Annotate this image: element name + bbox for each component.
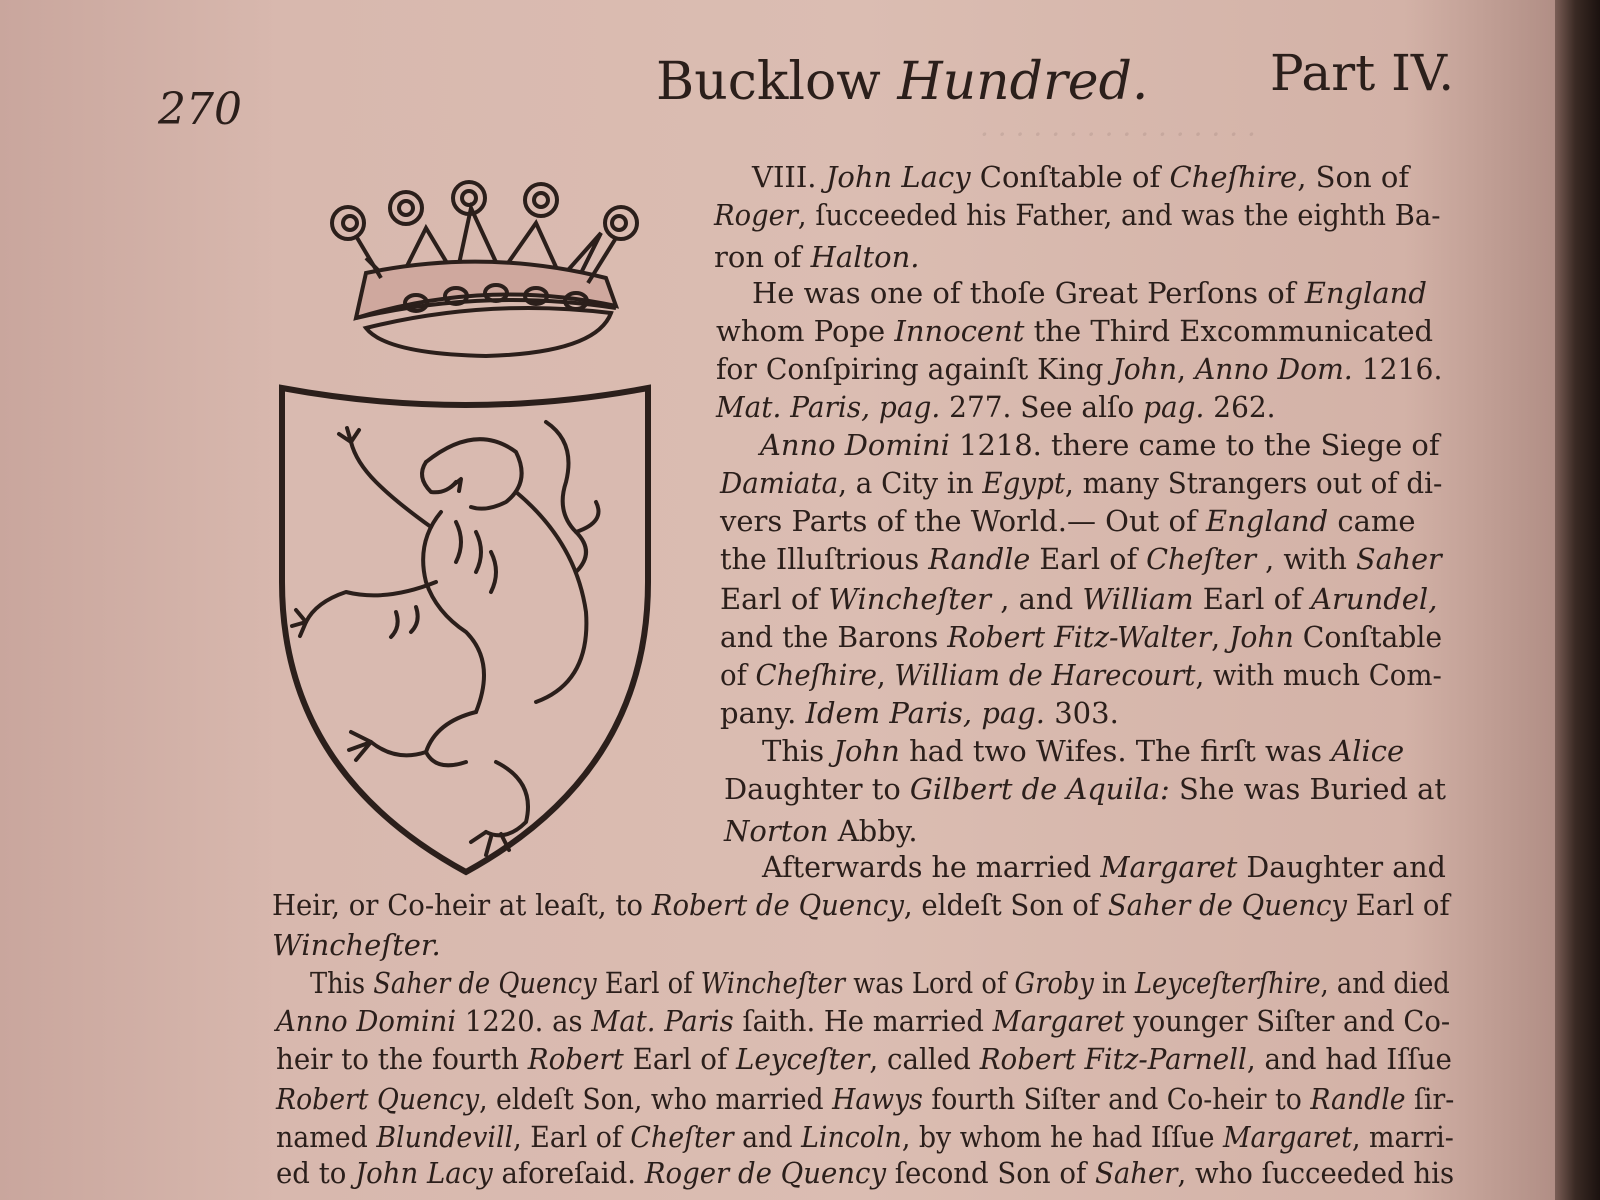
italic-run: Egypt <box>982 466 1065 500</box>
roman-run: for Conſpiring againſt King <box>716 352 1113 386</box>
italic-run: Roger <box>714 198 798 232</box>
running-head <box>656 52 1148 112</box>
text-line <box>724 814 924 848</box>
italic-run: Wincheſter <box>700 966 846 1000</box>
roman-run: fourth Siſter and Co-heir to <box>922 1082 1311 1116</box>
text-line <box>272 888 1450 922</box>
roman-run: ron of <box>714 240 811 274</box>
text-line <box>720 658 1442 692</box>
italic-run: John <box>833 734 900 768</box>
roman-run: Afterwards he married <box>762 850 1101 884</box>
text-line <box>310 966 1450 1000</box>
roman-run: aforeſaid. <box>492 1156 645 1190</box>
text-line <box>760 428 1438 462</box>
roman-run: , <box>1176 352 1195 386</box>
roman-run: Abby. <box>828 814 918 848</box>
italic-run: Wincheſter. <box>272 928 441 962</box>
roman-run: 262. <box>1204 390 1276 424</box>
roman-run: 1220. as <box>456 1004 592 1038</box>
roman-run: 303. <box>1045 696 1119 730</box>
italic-run: Leyceſter <box>736 1042 870 1076</box>
text-line <box>276 1082 1455 1116</box>
roman-run: in <box>1093 966 1135 1000</box>
roman-run: Earl of <box>623 1042 737 1076</box>
roman-run: ed to <box>276 1156 356 1190</box>
italic-run: Randle <box>928 542 1031 576</box>
running-head-italic: Hundred. <box>897 52 1149 112</box>
italic-run: Idem Paris, pag. <box>805 696 1045 730</box>
roman-run: heir to the fourth <box>276 1042 528 1076</box>
roman-run: , eldeſt Son of <box>903 888 1108 922</box>
roman-run: He was one of thoſe Great Perſons of <box>752 276 1305 310</box>
text-line <box>720 504 1442 538</box>
italic-run: Gilbert de Aquila: <box>909 772 1170 806</box>
italic-run: Robert Quency <box>276 1082 480 1116</box>
roman-run: , with much Com- <box>1195 658 1442 692</box>
roman-run: of <box>720 658 756 692</box>
roman-run: She was Buried at <box>1169 772 1447 806</box>
bleed-through-text: · · · · · · · · · · · · · · · · <box>980 118 1256 151</box>
italic-run: Robert Fitz-Walter <box>947 620 1212 654</box>
roman-run: , and had Iſſue <box>1246 1042 1452 1076</box>
italic-run: Saher de Quency <box>373 966 597 1000</box>
roman-run: , a City in <box>838 466 983 500</box>
roman-run: the Illuſtrious <box>720 542 929 576</box>
part-label: Part IV. <box>1270 44 1455 102</box>
roman-run: VIII. <box>752 160 826 194</box>
text-line <box>752 276 1440 310</box>
text-line <box>276 1004 1451 1038</box>
italic-run: Cheſter <box>1146 542 1257 576</box>
roman-run: , by whom he had Iſſue <box>901 1120 1224 1154</box>
italic-run: pag. <box>1143 390 1205 424</box>
roman-run: , and <box>990 582 1083 616</box>
roman-run: Daughter and <box>1237 850 1446 884</box>
italic-run: William <box>1082 582 1194 616</box>
italic-run: Hawys <box>832 1082 923 1116</box>
roman-run: Earl of <box>1030 542 1147 576</box>
text-line <box>752 160 1440 194</box>
text-line <box>720 582 1442 616</box>
italic-run: Anno Dom. <box>1194 352 1353 386</box>
text-line <box>762 850 1446 884</box>
roman-run: vers Parts of the World.— Out of <box>720 504 1206 538</box>
italic-run: John <box>1112 352 1177 386</box>
roman-run: Daughter to <box>724 772 910 806</box>
roman-run: Heir, or Co-heir at leaſt, to <box>272 888 652 922</box>
italic-run: Cheſhire <box>755 658 877 692</box>
italic-run: Saher <box>1094 1156 1178 1190</box>
roman-run: was Lord of <box>845 966 1015 1000</box>
text-line <box>720 542 1442 576</box>
roman-run: Conſtable <box>1293 620 1443 654</box>
roman-run: , <box>876 658 895 692</box>
italic-run: England <box>1304 276 1427 310</box>
text-line <box>724 772 1447 806</box>
text-line <box>716 314 1440 348</box>
italic-run: Groby <box>1014 966 1094 1000</box>
italic-run: Margaret <box>992 1004 1125 1038</box>
italic-run: Robert Fitz-Parnell <box>979 1042 1247 1076</box>
italic-run: Margaret <box>1100 850 1238 884</box>
roman-run: whom Pope <box>716 314 895 348</box>
roman-run: , with <box>1256 542 1357 576</box>
roman-run: had two Wifes. The firſt was <box>899 734 1332 768</box>
roman-run: the Third Excommunicated <box>1024 314 1434 348</box>
text-line <box>720 466 1443 500</box>
text-line <box>276 1042 1452 1076</box>
roman-run: , eldeſt Son, who married <box>479 1082 833 1116</box>
page-number: 270 <box>158 84 242 135</box>
text-line <box>276 1120 1454 1154</box>
roman-run: , ſucceeded his Father, and was the eighth Ba- <box>797 198 1441 232</box>
italic-run: Robert <box>527 1042 624 1076</box>
roman-run: Earl of <box>1193 582 1312 616</box>
text-line <box>720 696 1120 730</box>
roman-run: This <box>762 734 834 768</box>
roman-run: 277. See alſo <box>940 390 1144 424</box>
roman-run: , marri- <box>1351 1120 1454 1154</box>
roman-run: younger Siſter and Co- <box>1124 1004 1451 1038</box>
italic-run: Anno Domini <box>760 428 950 462</box>
roman-run: Earl of <box>596 966 701 1000</box>
coronet-illustration <box>326 178 648 368</box>
italic-run: Arundel, <box>1311 582 1438 616</box>
italic-run: Mat. Paris <box>591 1004 734 1038</box>
italic-run: Leyceſterſhire <box>1134 966 1321 1000</box>
italic-run: Randle <box>1310 1082 1406 1116</box>
text-line <box>716 390 1276 424</box>
italic-run: Margaret <box>1223 1120 1352 1154</box>
roman-run: , Son of <box>1297 160 1410 194</box>
roman-run: , <box>1211 620 1230 654</box>
italic-run: Lincoln <box>801 1120 902 1154</box>
italic-run: Saher de Quency <box>1107 888 1347 922</box>
roman-run: came <box>1328 504 1416 538</box>
italic-run: Alice <box>1331 734 1405 768</box>
text-line <box>720 620 1443 654</box>
roman-run: Conſtable of <box>970 160 1170 194</box>
book-gutter-edge <box>1555 0 1600 1200</box>
italic-run: Blundevill <box>376 1120 514 1154</box>
roman-run: , and died <box>1320 966 1450 1000</box>
italic-run: Cheſhire <box>1169 160 1298 194</box>
roman-run: Earl of <box>720 582 829 616</box>
italic-run: Wincheſter <box>828 582 991 616</box>
italic-run: William de Harecourt <box>894 658 1196 692</box>
italic-run: Damiata <box>720 466 839 500</box>
roman-run: ſaith. He married <box>733 1004 993 1038</box>
roman-run: Earl of <box>1346 888 1450 922</box>
italic-run: Roger de Quency <box>644 1156 887 1190</box>
italic-run: Anno Domini <box>276 1004 457 1038</box>
italic-run: England <box>1205 504 1329 538</box>
roman-run: , who ſucceeded his <box>1177 1156 1455 1190</box>
italic-run: Halton. <box>810 240 920 274</box>
italic-run: Innocent <box>894 314 1025 348</box>
italic-run: John <box>1229 620 1294 654</box>
text-line <box>762 734 1446 768</box>
roman-run: 1218. there came to the Siege of <box>949 428 1440 462</box>
italic-run: Robert de Quency <box>651 888 904 922</box>
rampant-lion-shield <box>276 382 656 882</box>
roman-run: ſecond Son of <box>886 1156 1095 1190</box>
roman-run: This <box>310 966 374 1000</box>
roman-run: , called <box>869 1042 980 1076</box>
text-line <box>272 928 442 962</box>
roman-run: , many Strangers out of di- <box>1064 466 1443 500</box>
text-line <box>714 198 1441 232</box>
italic-run: John Lacy <box>825 160 971 194</box>
italic-run: John Lacy <box>355 1156 493 1190</box>
roman-run: and the Barons <box>720 620 948 654</box>
roman-run: pany. <box>720 696 806 730</box>
italic-run: Mat. Paris, pag. <box>716 390 941 424</box>
roman-run: 1216. <box>1352 352 1443 386</box>
italic-run: Saher <box>1356 542 1442 576</box>
roman-run: and <box>733 1120 802 1154</box>
roman-run: ſir- <box>1405 1082 1455 1116</box>
roman-run: named <box>276 1120 377 1154</box>
text-line <box>716 352 1443 386</box>
italic-run: Cheſter <box>630 1120 734 1154</box>
italic-run: Norton <box>724 814 829 848</box>
roman-run: , Earl of <box>513 1120 631 1154</box>
running-head-roman: Bucklow <box>656 52 881 112</box>
text-line <box>276 1156 1455 1190</box>
text-line <box>714 240 944 274</box>
